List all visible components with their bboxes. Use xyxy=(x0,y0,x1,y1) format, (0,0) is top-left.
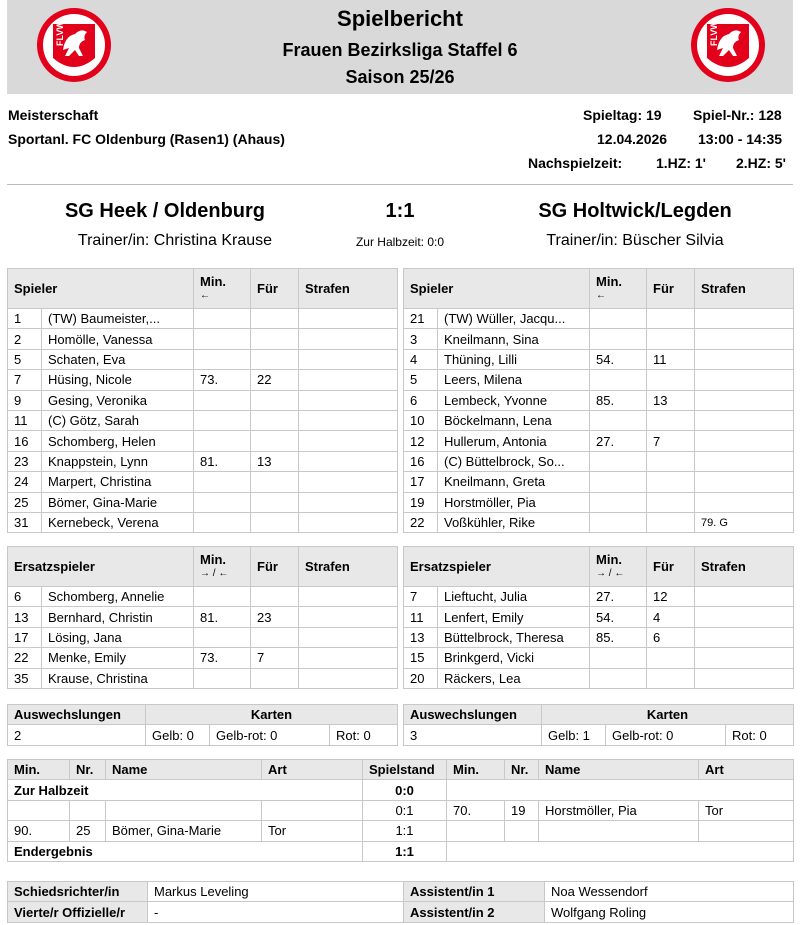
penalty xyxy=(695,370,794,390)
event-minute: 90. xyxy=(8,821,70,841)
sub-for-number xyxy=(251,410,299,430)
penalty xyxy=(299,648,398,668)
event-number: 25 xyxy=(70,821,106,841)
penalty xyxy=(695,349,794,369)
minute-header: Min. → / ← xyxy=(590,547,647,587)
substitutions-header: Auswechslungen xyxy=(404,705,542,725)
player-number: 15 xyxy=(404,648,438,668)
table-row xyxy=(8,390,398,410)
players-header: Spieler xyxy=(8,269,194,309)
table-row xyxy=(404,349,794,369)
referee-label: Schiedsrichter/in xyxy=(8,882,148,902)
sub-minute xyxy=(194,512,251,532)
player-name: Büttelbrock, Theresa xyxy=(438,627,590,647)
match-events-table xyxy=(7,759,794,862)
player-number: 22 xyxy=(8,648,42,668)
penalty xyxy=(299,492,398,512)
assistant1-name: Noa Wessendorf xyxy=(545,882,794,902)
halftime-row-score: 0:0 xyxy=(363,780,447,800)
sub-minute: 27. xyxy=(590,431,647,451)
player-name: Kneilmann, Greta xyxy=(438,472,590,492)
table-row xyxy=(8,587,398,607)
sub-for-number xyxy=(251,668,299,688)
match-number: Spiel-Nr.: 128 xyxy=(693,107,782,123)
sub-minute xyxy=(590,492,647,512)
final-row-label: Endergebnis xyxy=(8,841,363,861)
penalty xyxy=(299,512,398,532)
player-number: 2 xyxy=(8,329,42,349)
player-name: Räckers, Lea xyxy=(438,668,590,688)
player-number: 17 xyxy=(8,627,42,647)
away-trainer: Trainer/in: Büscher Silvia xyxy=(546,232,724,249)
venue: Sportanl. FC Oldenburg (Rasen1) (Ahaus) xyxy=(8,131,285,147)
table-row xyxy=(404,451,794,471)
sub-for-number: 23 xyxy=(251,607,299,627)
sub-minute: 81. xyxy=(194,607,251,627)
table-row xyxy=(8,492,398,512)
assistant1-label: Assistent/in 1 xyxy=(404,882,545,902)
table-row xyxy=(404,390,794,410)
penalty xyxy=(299,627,398,647)
table-row xyxy=(404,668,794,688)
player-number: 17 xyxy=(404,472,438,492)
player-name: (C) Götz, Sarah xyxy=(42,410,194,430)
player-name: Hüsing, Nicole xyxy=(42,370,194,390)
sub-for-number: 4 xyxy=(647,607,695,627)
sub-minute xyxy=(194,309,251,329)
table-row xyxy=(404,329,794,349)
table-row xyxy=(8,800,794,820)
table-row xyxy=(404,472,794,492)
sub-for-number xyxy=(251,431,299,451)
player-number: 22 xyxy=(404,512,438,532)
player-name: Homölle, Vanessa xyxy=(42,329,194,349)
sub-minute xyxy=(590,370,647,390)
player-number: 4 xyxy=(404,349,438,369)
sub-minute: 81. xyxy=(194,451,251,471)
assistant2-label: Assistent/in 2 xyxy=(404,902,545,922)
svg-text:FLVW: FLVW xyxy=(709,21,719,46)
player-number: 13 xyxy=(404,627,438,647)
fourth-official-name: - xyxy=(148,902,404,922)
sub-minute xyxy=(194,390,251,410)
event-score: 0:1 xyxy=(363,800,447,820)
substitutions-header: Auswechslungen xyxy=(8,705,146,725)
penalty xyxy=(695,410,794,430)
penalties-header: Strafen xyxy=(695,547,794,587)
sub-for-number xyxy=(251,329,299,349)
penalty xyxy=(695,451,794,471)
event-type xyxy=(699,821,794,841)
player-number: 10 xyxy=(404,410,438,430)
flvw-logo-icon xyxy=(689,6,767,84)
player-name: Lösing, Jana xyxy=(42,627,194,647)
sub-for-number xyxy=(647,329,695,349)
event-minute xyxy=(8,800,70,820)
event-number xyxy=(505,821,539,841)
yellow-cards: Gelb: 1 xyxy=(542,725,606,745)
player-name: Bernhard, Christin xyxy=(42,607,194,627)
penalty xyxy=(695,587,794,607)
sub-minute xyxy=(194,431,251,451)
sub-for-number xyxy=(251,492,299,512)
subs-header: Ersatzspieler xyxy=(8,547,194,587)
event-player xyxy=(106,800,262,820)
penalty xyxy=(299,607,398,627)
player-number: 1 xyxy=(8,309,42,329)
sub-for-number xyxy=(251,349,299,369)
penalty xyxy=(695,309,794,329)
penalty xyxy=(695,648,794,668)
sub-minute xyxy=(194,587,251,607)
player-number: 13 xyxy=(8,607,42,627)
table-row xyxy=(404,492,794,512)
event-number-header: Nr. xyxy=(505,760,539,780)
sub-minute xyxy=(590,451,647,471)
for-header: Für xyxy=(647,547,695,587)
sub-for-number xyxy=(647,668,695,688)
event-player: Bömer, Gina-Marie xyxy=(106,821,262,841)
red-cards: Rot: 0 xyxy=(726,725,794,745)
event-type xyxy=(262,800,363,820)
sub-for-number xyxy=(647,512,695,532)
report-header xyxy=(7,0,793,94)
penalty xyxy=(695,329,794,349)
player-name: Menke, Emily xyxy=(42,648,194,668)
penalty xyxy=(299,451,398,471)
sub-minute: 85. xyxy=(590,390,647,410)
extra-time-h1: 1.HZ: 1' xyxy=(656,155,707,171)
player-number: 9 xyxy=(8,390,42,410)
penalty xyxy=(299,390,398,410)
sub-minute: 54. xyxy=(590,349,647,369)
table-row xyxy=(8,472,398,492)
player-name: Bömer, Gina-Marie xyxy=(42,492,194,512)
player-name: Marpert, Christina xyxy=(42,472,194,492)
sub-for-number xyxy=(251,512,299,532)
player-number: 25 xyxy=(8,492,42,512)
event-name-header: Name xyxy=(106,760,262,780)
player-name: Böckelmann, Lena xyxy=(438,410,590,430)
table-row xyxy=(8,431,398,451)
sub-for-number xyxy=(647,410,695,430)
sub-minute xyxy=(194,627,251,647)
table-row xyxy=(8,451,398,471)
referee-name: Markus Leveling xyxy=(148,882,404,902)
player-number: 3 xyxy=(404,329,438,349)
table-row xyxy=(404,512,794,532)
sub-for-number xyxy=(647,492,695,512)
yellow-red-cards: Gelb-rot: 0 xyxy=(606,725,726,745)
player-number: 19 xyxy=(404,492,438,512)
sub-minute: 54. xyxy=(590,607,647,627)
sub-for-number xyxy=(251,627,299,647)
sub-minute xyxy=(194,410,251,430)
match-time: 13:00 - 14:35 xyxy=(698,131,783,147)
season: Saison 25/26 xyxy=(345,67,455,87)
table-row xyxy=(8,607,398,627)
league-name: Frauen Bezirksliga Staffel 6 xyxy=(282,40,518,60)
for-header: Für xyxy=(647,269,695,309)
cards-header: Karten xyxy=(146,705,398,725)
penalty xyxy=(695,390,794,410)
sub-minute xyxy=(194,668,251,688)
sub-minute: 73. xyxy=(194,648,251,668)
home-subs-table xyxy=(7,546,398,689)
player-name: Krause, Christina xyxy=(42,668,194,688)
penalty: 79. G xyxy=(695,512,794,532)
event-score-header: Spielstand xyxy=(363,760,447,780)
sub-minute xyxy=(194,492,251,512)
player-name: Knappstein, Lynn xyxy=(42,451,194,471)
player-number: 20 xyxy=(404,668,438,688)
player-number: 24 xyxy=(8,472,42,492)
event-type: Tor xyxy=(699,800,794,820)
event-type: Tor xyxy=(262,821,363,841)
sub-for-number xyxy=(647,309,695,329)
players-header: Spieler xyxy=(404,269,590,309)
player-name: Schaten, Eva xyxy=(42,349,194,369)
player-number: 5 xyxy=(8,349,42,369)
sub-for-number: 7 xyxy=(647,431,695,451)
halftime-score: Zur Halbzeit: 0:0 xyxy=(355,235,445,249)
sub-minute xyxy=(590,648,647,668)
penalties-header: Strafen xyxy=(299,547,398,587)
table-row xyxy=(404,370,794,390)
sub-minute xyxy=(590,512,647,532)
penalty xyxy=(695,668,794,688)
penalty xyxy=(695,607,794,627)
player-number: 7 xyxy=(404,587,438,607)
table-row xyxy=(404,309,794,329)
home-trainer: Trainer/in: Christina Krause xyxy=(77,232,273,249)
yellow-red-cards: Gelb-rot: 0 xyxy=(210,725,330,745)
player-number: 21 xyxy=(404,309,438,329)
yellow-cards: Gelb: 0 xyxy=(146,725,210,745)
penalty xyxy=(299,309,398,329)
player-name: Leers, Milena xyxy=(438,370,590,390)
penalty xyxy=(695,627,794,647)
sub-minute: 73. xyxy=(194,370,251,390)
minute-header: Min. → / ← xyxy=(194,547,251,587)
penalty xyxy=(299,410,398,430)
player-name: Gesing, Veronika xyxy=(42,390,194,410)
table-row xyxy=(404,607,794,627)
sub-for-number xyxy=(647,370,695,390)
sub-minute xyxy=(194,329,251,349)
event-player: Horstmöller, Pia xyxy=(539,800,699,820)
sub-for-number: 13 xyxy=(251,451,299,471)
divider xyxy=(7,184,793,185)
sub-for-number xyxy=(647,451,695,471)
minute-header: Min. ← xyxy=(590,269,647,309)
sub-for-number xyxy=(251,587,299,607)
player-number: 11 xyxy=(404,607,438,627)
table-row xyxy=(8,349,398,369)
event-number: 19 xyxy=(505,800,539,820)
sub-minute xyxy=(194,349,251,369)
penalty xyxy=(299,472,398,492)
event-type-header: Art xyxy=(699,760,794,780)
competition: Meisterschaft xyxy=(8,107,99,123)
sub-minute: 27. xyxy=(590,587,647,607)
player-name: Horstmöller, Pia xyxy=(438,492,590,512)
home-summary-table xyxy=(7,704,398,746)
substitutions-count: 2 xyxy=(8,725,146,745)
player-name: Lenfert, Emily xyxy=(438,607,590,627)
player-name: Brinkgerd, Vicki xyxy=(438,648,590,668)
sub-for-number xyxy=(647,472,695,492)
sub-minute xyxy=(194,472,251,492)
home-lineup-table xyxy=(7,268,398,533)
player-name: Schomberg, Annelie xyxy=(42,587,194,607)
sub-minute xyxy=(590,472,647,492)
home-team-name: SG Heek / Oldenburg xyxy=(64,200,266,222)
fourth-official-label: Vierte/r Offizielle/r xyxy=(8,902,148,922)
red-cards: Rot: 0 xyxy=(330,725,398,745)
table-row xyxy=(404,648,794,668)
event-minute: 70. xyxy=(447,800,505,820)
player-number: 23 xyxy=(8,451,42,471)
table-row xyxy=(8,648,398,668)
assistant2-name: Wolfgang Roling xyxy=(545,902,794,922)
sub-minute: 85. xyxy=(590,627,647,647)
penalty xyxy=(695,492,794,512)
player-number: 16 xyxy=(8,431,42,451)
event-number xyxy=(70,800,106,820)
sub-for-number xyxy=(251,309,299,329)
away-subs-table xyxy=(403,546,794,689)
extra-time-h2: 2.HZ: 5' xyxy=(736,155,787,171)
match-date: 12.04.2026 xyxy=(597,131,668,147)
table-row xyxy=(8,309,398,329)
away-summary-table xyxy=(403,704,794,746)
sub-for-number xyxy=(251,390,299,410)
penalty xyxy=(695,472,794,492)
report-title: Spielbericht xyxy=(337,6,463,31)
sub-minute xyxy=(590,410,647,430)
player-number: 16 xyxy=(404,451,438,471)
penalty xyxy=(299,587,398,607)
subs-header: Ersatzspieler xyxy=(404,547,590,587)
sub-minute xyxy=(590,668,647,688)
event-number-header: Nr. xyxy=(70,760,106,780)
event-name-header: Name xyxy=(539,760,699,780)
player-number: 35 xyxy=(8,668,42,688)
player-name: (TW) Wüller, Jacqu... xyxy=(438,309,590,329)
table-row xyxy=(404,587,794,607)
sub-for-number: 11 xyxy=(647,349,695,369)
halftime-row-label: Zur Halbzeit xyxy=(8,780,363,800)
player-name: Lembeck, Yvonne xyxy=(438,390,590,410)
sub-minute xyxy=(590,309,647,329)
extra-time-label: Nachspielzeit: xyxy=(528,155,623,171)
penalty xyxy=(695,431,794,451)
player-number: 31 xyxy=(8,512,42,532)
table-row xyxy=(8,512,398,532)
sub-for-number: 13 xyxy=(647,390,695,410)
player-number: 11 xyxy=(8,410,42,430)
player-name: Thüning, Lilli xyxy=(438,349,590,369)
player-number: 6 xyxy=(8,587,42,607)
event-minute-header: Min. xyxy=(8,760,70,780)
penalties-header: Strafen xyxy=(695,269,794,309)
away-team-name: SG Holtwick/Legden xyxy=(538,200,732,222)
sub-for-number xyxy=(251,472,299,492)
penalty xyxy=(299,329,398,349)
table-row xyxy=(8,410,398,430)
event-score: 1:1 xyxy=(363,821,447,841)
player-number: 12 xyxy=(404,431,438,451)
table-row xyxy=(404,627,794,647)
event-minute xyxy=(447,821,505,841)
event-minute-header: Min. xyxy=(447,760,505,780)
substitutions-count: 3 xyxy=(404,725,542,745)
sub-for-number: 22 xyxy=(251,370,299,390)
penalty xyxy=(299,668,398,688)
player-name: Schomberg, Helen xyxy=(42,431,194,451)
for-header: Für xyxy=(251,547,299,587)
player-name: (TW) Baumeister,... xyxy=(42,309,194,329)
sub-minute xyxy=(590,329,647,349)
cards-header: Karten xyxy=(542,705,794,725)
player-name: Kneilmann, Sina xyxy=(438,329,590,349)
table-row xyxy=(8,668,398,688)
table-row xyxy=(404,431,794,451)
penalty xyxy=(299,349,398,369)
player-number: 7 xyxy=(8,370,42,390)
player-name: Kernebeck, Verena xyxy=(42,512,194,532)
final-score: 1:1 xyxy=(385,200,415,222)
player-name: Lieftucht, Julia xyxy=(438,587,590,607)
player-name: Hullerum, Antonia xyxy=(438,431,590,451)
table-row xyxy=(404,410,794,430)
sub-for-number xyxy=(647,648,695,668)
table-row xyxy=(8,627,398,647)
table-row xyxy=(8,821,794,841)
player-name: (C) Büttelbrock, So... xyxy=(438,451,590,471)
table-row xyxy=(8,329,398,349)
penalties-header: Strafen xyxy=(299,269,398,309)
for-header: Für xyxy=(251,269,299,309)
player-name: Voßkühler, Rike xyxy=(438,512,590,532)
matchday: Spieltag: 19 xyxy=(583,107,662,123)
sub-for-number: 12 xyxy=(647,587,695,607)
sub-for-number: 6 xyxy=(647,627,695,647)
event-player xyxy=(539,821,699,841)
player-number: 6 xyxy=(404,390,438,410)
player-number: 5 xyxy=(404,370,438,390)
officials-table xyxy=(7,881,794,923)
sub-for-number: 7 xyxy=(251,648,299,668)
penalty xyxy=(299,370,398,390)
table-row xyxy=(8,370,398,390)
minute-header: Min. ← xyxy=(194,269,251,309)
svg-text:FLVW: FLVW xyxy=(55,21,65,46)
event-type-header: Art xyxy=(262,760,363,780)
away-lineup-table xyxy=(403,268,794,533)
final-row-score: 1:1 xyxy=(363,841,447,861)
penalty xyxy=(299,431,398,451)
